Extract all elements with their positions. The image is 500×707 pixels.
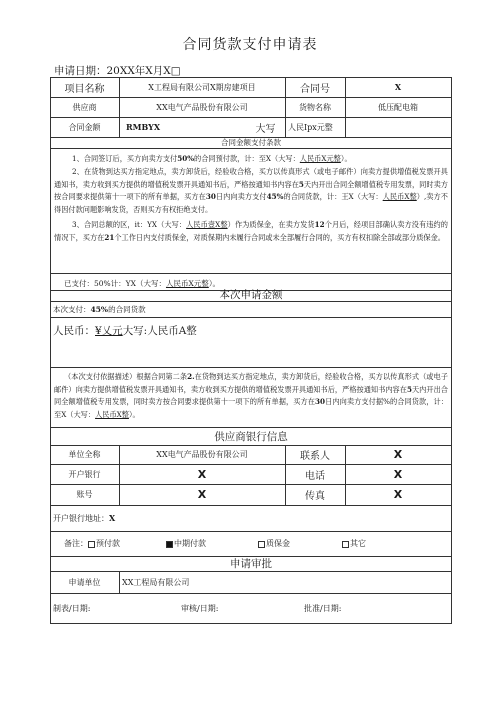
remark-option-prepayment[interactable]: 预付款 <box>88 538 120 549</box>
bank-name-label: 开户银行 <box>68 469 101 479</box>
terms-clause-1: 1、合同签订后，买方向卖方支付50%的合同预付款，计：至X（大写：人民币X元整）。 <box>72 154 352 163</box>
remarks-row <box>64 531 444 556</box>
current-rmb-amount: 人民币： ¥乂元 大写:人民币A整 <box>53 324 197 337</box>
form-title: 合同货款支付申请表 <box>182 37 318 53</box>
supplier-label: 供应商 <box>72 102 97 112</box>
bank-unit-label: 单位全称 <box>68 450 101 459</box>
approve-date: 批准/日期: <box>304 603 342 613</box>
application-form <box>50 77 452 624</box>
remark-option-other[interactable]: 其它 <box>342 538 366 549</box>
current-payment: 本次支付： 45% 的合同货款 <box>53 305 146 314</box>
remark-option-interim[interactable]: 中期付款 <box>166 538 206 549</box>
paid-amount: 已支付：50%计：YX（大写： 人民币X元整 ）。 <box>64 279 221 288</box>
amount-caps-label: 大写 <box>255 123 276 135</box>
current-request-heading: 本次申请金额 <box>219 288 283 301</box>
account-label: 账号 <box>76 490 93 499</box>
bank-address <box>53 505 443 531</box>
supplier-value: XX电气产品股份有限公司 <box>156 102 248 112</box>
remark-option-retention[interactable]: 质保金 <box>258 538 290 549</box>
applicant-unit-label: 申请单位 <box>68 577 101 587</box>
bank-unit-value: XX电气产品股份有限公司 <box>156 450 248 459</box>
bank-address-value: X <box>109 513 116 523</box>
review-date: 审核/日期: <box>181 603 219 613</box>
maker-date: 制表/日期: <box>53 603 91 613</box>
account-value: X <box>197 488 207 501</box>
bank-address-label: 开户银行地址： <box>53 513 109 523</box>
project-name-value: X工程局有限公司X期房建项目 <box>148 82 256 92</box>
apply-date-value: 20XX年X月X□ <box>106 65 181 77</box>
approval-heading: 申请审批 <box>230 558 272 570</box>
contract-amount-value: RMBYX <box>126 122 161 132</box>
terms-clause-2: 2、在货物到达买方指定地点，卖方卸货后，经验收合格，买方以传真形式（或电子邮件）向卖方提供增值税发票开具通知书，卖方收到买方提供的增值税发票开具通知书后，严格按通知书内容在5天内开出合同全额增值税专用发票，同时卖方按合同要求提供第十一项下的所有单据，买方在30日内向卖方支付45%的合同货款，计：王X（大写：人民币X整）,卖方不得因付款问题影响发货，否则买方有权拒绝支付。 <box>54 167 448 214</box>
project-name-label: 项目名称 <box>64 83 105 95</box>
contract-amount-label: 合同金额 <box>68 122 101 132</box>
contract-no-value: X <box>394 82 402 92</box>
remarks-label: 备注： <box>64 539 88 548</box>
amount-caps-value: 人民Ipx元整 <box>288 122 333 132</box>
terms-heading: 合同金额支付条款 <box>221 138 281 147</box>
goods-name-label: 货物名称 <box>299 102 331 112</box>
apply-date <box>54 63 181 78</box>
contract-no-label: 合同号 <box>300 83 330 95</box>
bank-name-value: X <box>197 467 207 481</box>
apply-date-label: 申请日期： <box>54 65 107 77</box>
retention-checkbox[interactable] <box>258 541 265 548</box>
prepayment-checkbox[interactable] <box>88 541 95 548</box>
fax-label: 传真 <box>305 491 325 502</box>
goods-name-value: 低压配电箱 <box>378 102 418 112</box>
fax-value: X <box>393 488 403 501</box>
terms-clause-3: 3、合同总额的区，it：YX（大写：人民币壹X整）作为质保金，在卖方发货12个月后，经项目部确认卖方没有违约的情况下，买方在21个工作日内支付质保金，对质保期内未履行合同或未全部履行合同的，买方有权扣除全部或部分质保金。 <box>54 220 448 242</box>
phone-value: X <box>393 467 403 481</box>
contact-label: 联系人 <box>300 451 330 462</box>
interim-checkbox[interactable] <box>166 541 173 548</box>
contact-value: X <box>393 448 403 461</box>
bank-info-heading: 供应商银行信息 <box>214 430 288 443</box>
applicant-unit-value: XX工程局有限公司 <box>122 577 190 587</box>
payment-basis: （本次支付依据描述）根据合同第二条2.在货物到达买方指定地点，卖方卸货后，经验收合格，买方以传真形式（或电子邮件）向卖方提供增值税发票开具通知书，卖方收到买方提供的增值税发票开具通知书后，严格按通知书内容在5天内开出合同全额增值税专用发票，同时卖方按合同要求提供第十一项下的所有单据，买方在30日内向卖方支付据%的合同货款，计：至X（大写：人民币X整）。 <box>54 372 448 419</box>
other-checkbox[interactable] <box>342 541 349 548</box>
phone-label: 电话 <box>305 470 325 482</box>
